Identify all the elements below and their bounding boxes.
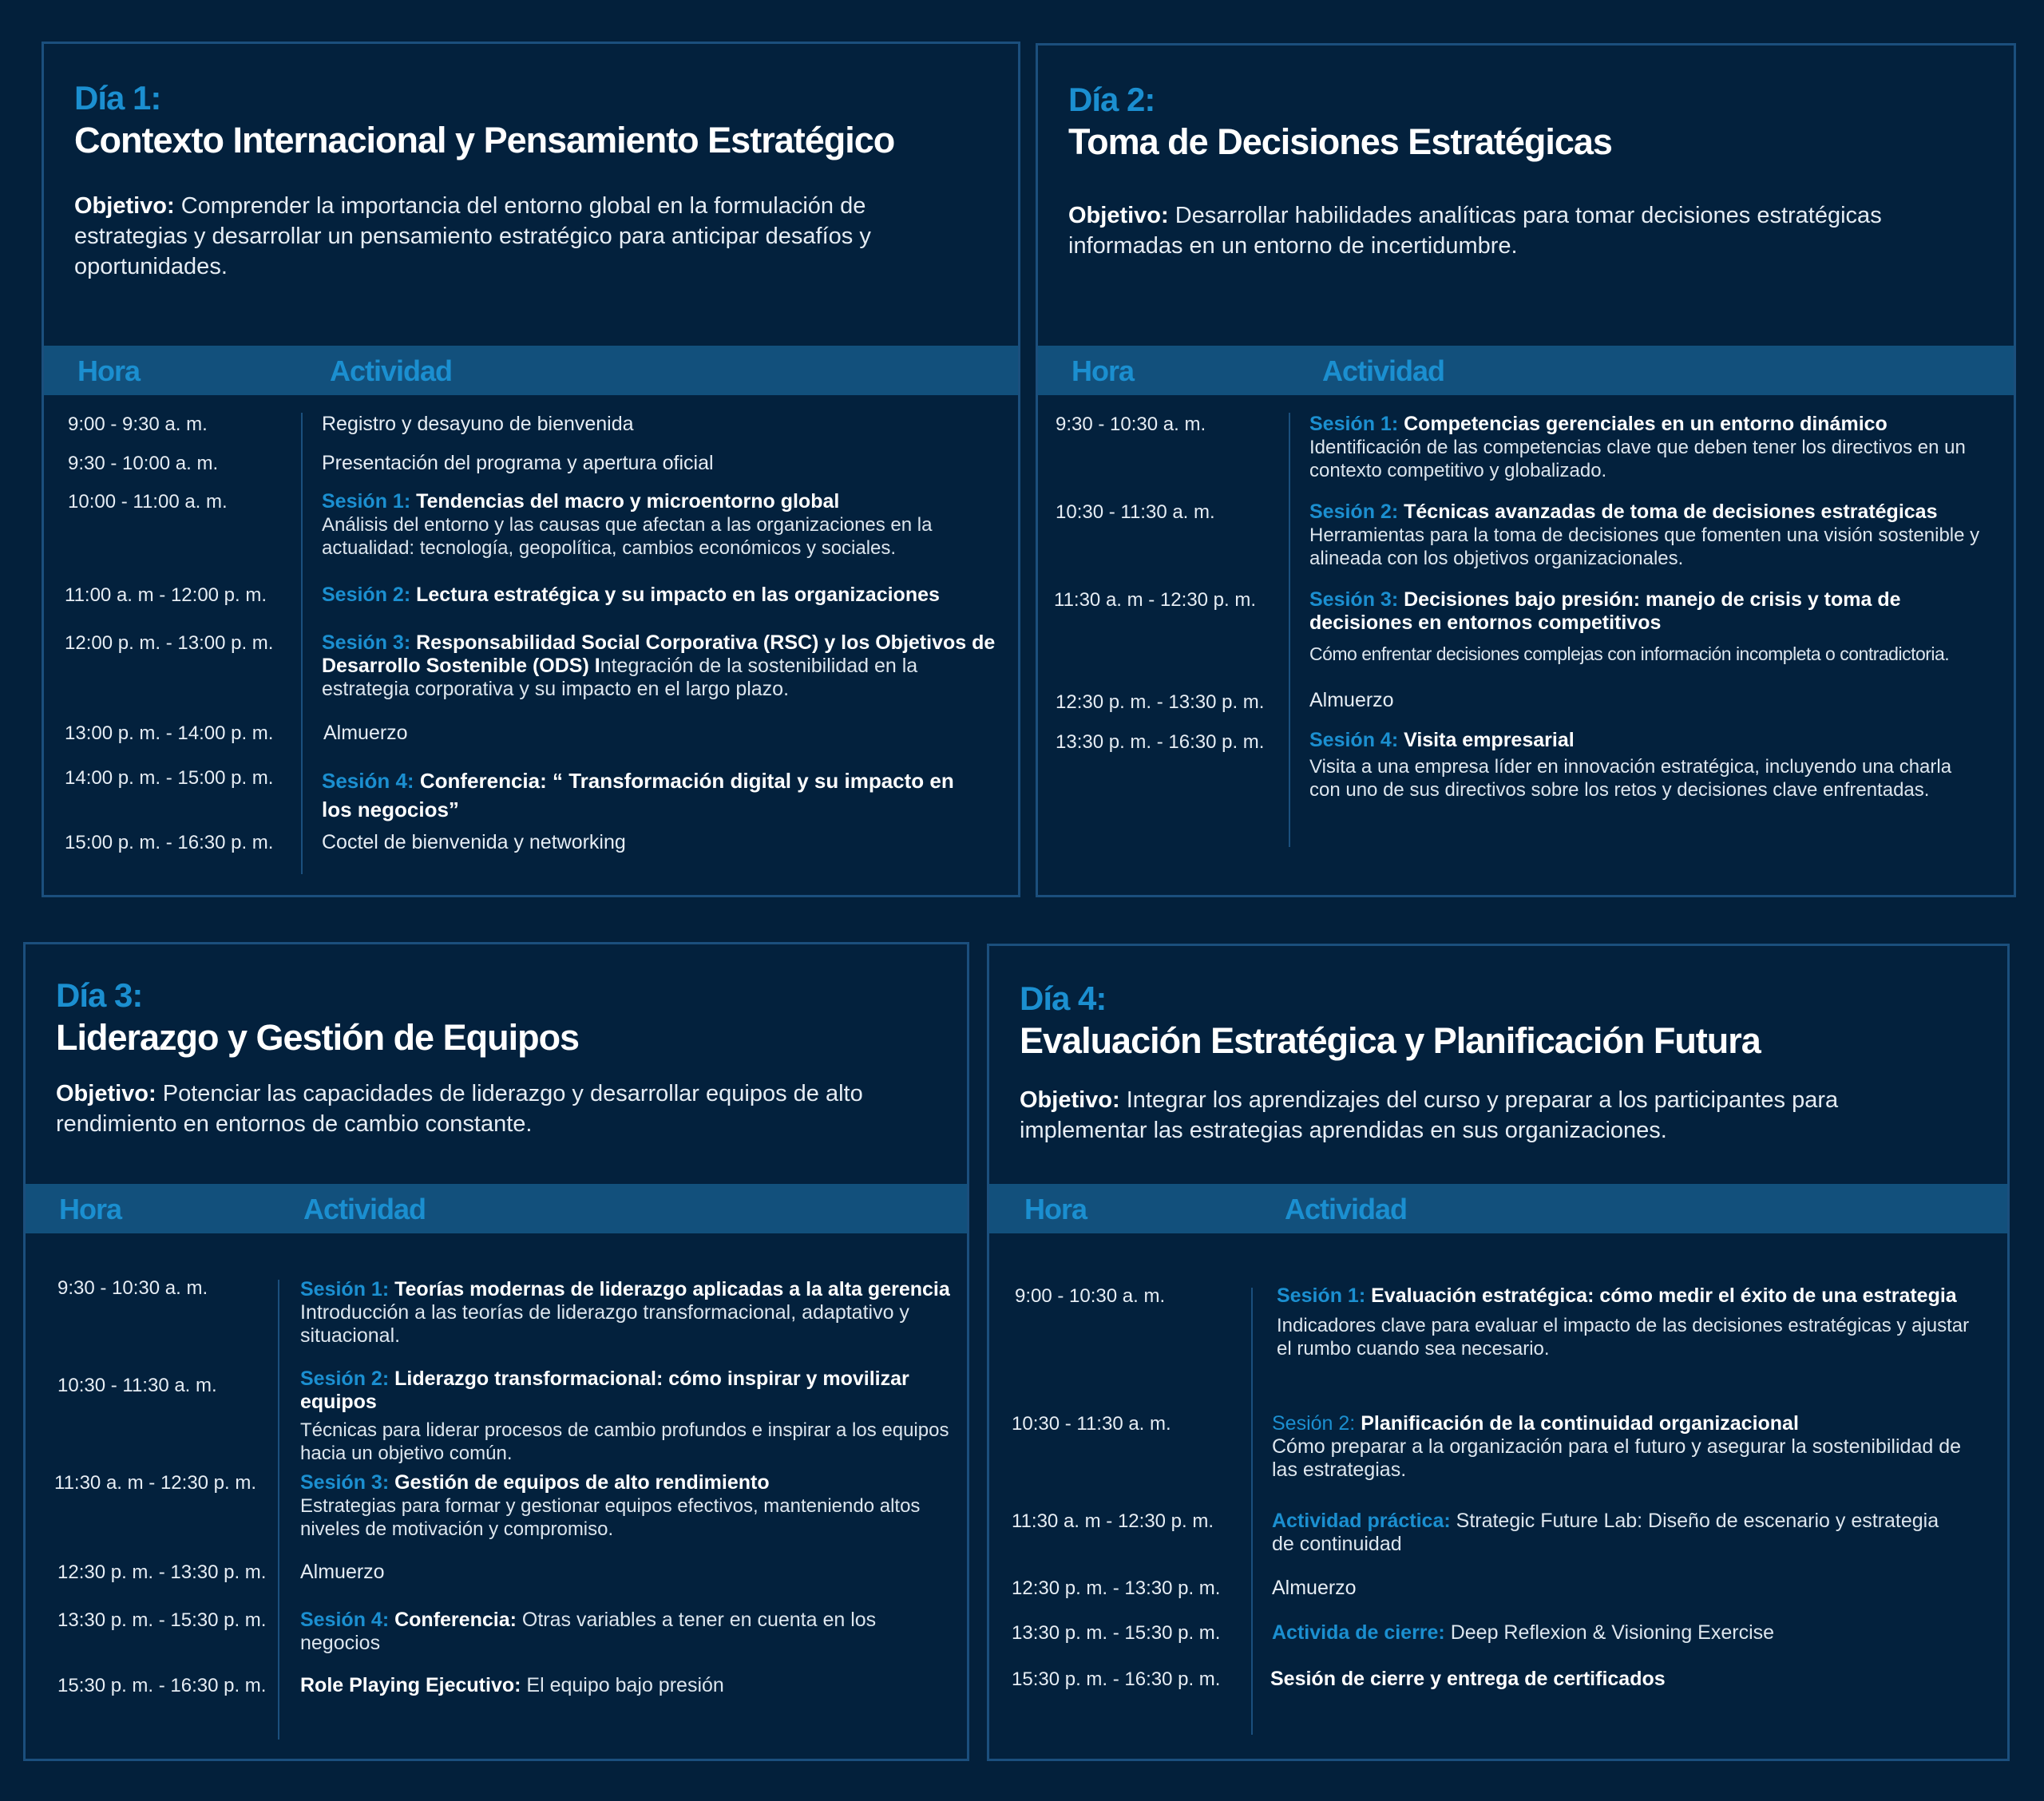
session-description: Indicadores clave para evaluar el impacto de las decisiones estratégicas y ajustar el rumbo cuando sea necesario. (1277, 1315, 1970, 1360)
day-objective (56, 1079, 918, 1139)
row-time: 9:30 - 10:30 a. m. (1056, 414, 1206, 435)
row-activity (300, 1278, 955, 1348)
row-time: 9:00 - 9:30 a. m. (68, 414, 208, 435)
day-1-card (42, 42, 1020, 897)
day-title: Contexto Internacional y Pensamiento Estratégico (74, 120, 895, 160)
row-activity (300, 1561, 955, 1584)
column-header-actividad: Actividad (1285, 1193, 1408, 1225)
session-label: Sesión 4: (322, 769, 414, 793)
session-label: Sesión 2: (1309, 501, 1399, 523)
column-header-actividad: Actividad (303, 1193, 426, 1225)
schedule-table-header (44, 346, 1018, 395)
row-time: 15:00 p. m. - 16:30 p. m. (65, 832, 274, 853)
row-time: 10:00 - 11:00 a. m. (68, 491, 228, 513)
row-activity (322, 631, 1000, 701)
objective-text: Comprender la importancia del entorno global en la formulación de estrategias y desarrollar un pensamiento estratégico para anticipar desafíos y oportunidades. (74, 193, 871, 279)
session-title: Role Playing Ejecutivo: (300, 1674, 521, 1696)
session-label: Sesión 3: (1309, 588, 1399, 611)
row-activity (322, 452, 984, 475)
day-label: Día 3: (56, 976, 143, 1014)
objective-label: Objetivo: (56, 1081, 156, 1106)
column-header-actividad: Actividad (330, 354, 453, 387)
row-time: 11:30 a. m - 12:30 p. m. (54, 1472, 257, 1494)
activity-text: Almuerzo (1272, 1577, 1357, 1599)
activity-text: Almuerzo (300, 1561, 385, 1583)
day-4-header (1020, 978, 1975, 1146)
row-activity (1270, 1668, 1957, 1691)
row-time: 15:30 p. m. - 16:30 p. m. (1012, 1668, 1221, 1690)
session-label: Sesión 4: (300, 1609, 390, 1631)
objective-label: Objetivo: (74, 193, 175, 219)
session-description: Introducción a las teorías de liderazgo transformacional, adaptativo y situacional. (300, 1301, 909, 1347)
session-title: Conferencia: (394, 1609, 517, 1631)
session-label: Actividad práctica: (1272, 1510, 1451, 1532)
activity-text: Coctel de bienvenida y networking (322, 831, 626, 853)
row-time: 11:30 a. m - 12:30 p. m. (1012, 1510, 1214, 1532)
objective-text: Desarrollar habilidades analíticas para tomar decisiones estratégicas informadas en un entorno de incertidumbre. (1068, 203, 1882, 259)
activity-text: Almuerzo (1309, 689, 1394, 711)
row-activity (1272, 1577, 1959, 1600)
row-activity (322, 584, 1000, 607)
session-label: Sesión 1: (300, 1278, 390, 1300)
session-title: Gestión de equipos de alto rendimiento (394, 1471, 770, 1494)
row-time: 9:30 - 10:00 a. m. (68, 453, 219, 474)
session-label: Activida de cierre: (1272, 1621, 1445, 1644)
row-activity (322, 413, 984, 436)
row-activity (1272, 1621, 1959, 1645)
row-time: 12:30 p. m. - 13:30 p. m. (1056, 691, 1265, 713)
row-activity (1272, 1412, 1991, 1482)
schedule-table-header (26, 1184, 967, 1233)
row-activity (300, 1674, 955, 1697)
column-header-hora: Hora (59, 1193, 122, 1225)
session-title: Decisiones bajo presión: manejo de crisis y toma de decisiones en entornos competitivos (1309, 588, 1901, 634)
row-activity (1309, 501, 2004, 570)
day-label: Día 2: (1068, 81, 1155, 118)
row-activity (322, 490, 1000, 560)
session-description: Técnicas para liderar procesos de cambio profundos e inspirar a los equipos hacia un objetivo común. (300, 1419, 949, 1464)
session-description: El equipo bajo presión (526, 1674, 724, 1696)
session-description: Visita a una empresa líder en innovación estratégica, incluyendo una charla con uno de sus directivos sobre los retos y decisiones clave enfrentadas. (1309, 756, 1952, 801)
session-title: Tendencias del macro y microentorno global (416, 490, 840, 513)
row-time: 10:30 - 11:30 a. m. (1056, 501, 1215, 523)
row-time: 12:30 p. m. - 13:30 p. m. (1012, 1577, 1221, 1599)
row-activity (1272, 1510, 1959, 1556)
session-description: Strategic Future Lab: Diseño de escenario y estrategia de continuidad (1272, 1510, 1939, 1555)
row-time: 12:00 p. m. - 13:00 p. m. (65, 632, 274, 654)
objective-text: Integrar los aprendizajes del curso y preparar a los participantes para implementar las estrategias aprendidas en sus organizaciones. (1020, 1087, 1839, 1143)
row-activity (1309, 689, 2004, 712)
day-title: Toma de Decisiones Estratégicas (1068, 121, 1612, 162)
row-time: 9:30 - 10:30 a. m. (57, 1277, 208, 1299)
session-title: Lectura estratégica y su impacto en las organizaciones (416, 584, 940, 606)
day-objective (1068, 200, 1891, 261)
session-title: Planificación de la continuidad organizacional (1361, 1412, 1799, 1435)
session-title: Evaluación estratégica: cómo medir el éxito de una estrategia (1371, 1284, 1957, 1307)
column-divider (301, 413, 303, 874)
column-header-hora: Hora (1072, 354, 1135, 387)
activity-text: Presentación del programa y apertura oficial (322, 452, 714, 474)
row-activity (1309, 588, 2004, 666)
session-title: Sesión de cierre y entrega de certificados (1270, 1668, 1666, 1690)
row-time: 9:00 - 10:30 a. m. (1015, 1285, 1166, 1307)
session-label: Sesión 2: (1272, 1412, 1356, 1435)
column-header-actividad: Actividad (1322, 354, 1445, 387)
session-title: Responsabilidad Social Corporativa (RSC) y los Objetivos de Desarrollo Sostenible (ODS) I (322, 631, 996, 677)
session-description: Deep Reflexion & Visioning Exercise (1450, 1621, 1775, 1644)
session-label: Sesión 3: (322, 631, 411, 654)
activity-text: Registro y desayuno de bienvenida (322, 413, 634, 435)
column-divider (1289, 413, 1290, 847)
row-time: 12:30 p. m. - 13:30 p. m. (57, 1562, 267, 1583)
day-objective (1020, 1085, 1962, 1146)
day-1-header (74, 77, 986, 282)
row-time: 13:30 p. m. - 15:30 p. m. (1012, 1622, 1221, 1644)
day-2-header (1068, 79, 1982, 261)
day-3-header (56, 975, 935, 1139)
schedule-table-header (989, 1184, 2007, 1233)
session-label: Sesión 4: (1309, 729, 1399, 751)
day-3-card (23, 942, 969, 1761)
session-label: Sesión 1: (1277, 1284, 1366, 1307)
column-divider (1251, 1288, 1253, 1735)
objective-label: Objetivo: (1068, 203, 1169, 228)
column-divider (278, 1280, 279, 1740)
row-time: 10:30 - 11:30 a. m. (57, 1375, 217, 1396)
objective-text: Potenciar las capacidades de liderazgo y desarrollar equipos de alto rendimiento en entornos de cambio constante. (56, 1081, 863, 1137)
session-description: ntegración de la sostenibilidad en la estrategia corporativa y su impacto en el largo plazo. (322, 655, 918, 700)
row-activity (300, 1368, 955, 1465)
row-time: 15:30 p. m. - 16:30 p. m. (57, 1675, 267, 1696)
row-activity (1277, 1284, 1979, 1360)
session-description: Cómo preparar a la organización para el futuro y asegurar la sostenibilidad de las estrategias. (1272, 1435, 1962, 1481)
session-label: Sesión 1: (322, 490, 411, 513)
session-description: Herramientas para la toma de decisiones que fomenten una visión sostenible y alineada con los objetivos organizacionales. (1309, 524, 1980, 569)
row-activity (322, 831, 984, 854)
session-label: Sesión 2: (300, 1368, 390, 1390)
row-activity (1309, 729, 1964, 802)
column-header-hora: Hora (77, 354, 141, 387)
session-description: Cómo enfrentar decisiones complejas con información incompleta o contradictoria. (1309, 643, 1950, 664)
objective-label: Objetivo: (1020, 1087, 1120, 1113)
session-description: Estrategias para formar y gestionar equipos efectivos, manteniendo altos niveles de motivación y compromiso. (300, 1495, 921, 1540)
session-title: Teorías modernas de liderazgo aplicadas a la alta gerencia (394, 1278, 950, 1300)
row-activity (300, 1471, 955, 1541)
row-activity (1309, 413, 2004, 482)
session-description: Identificación de las competencias clave que deben tener los directivos en un contexto competitivo y globalizado. (1309, 437, 1966, 481)
day-4-card (987, 944, 2010, 1761)
session-label: Sesión 1: (1309, 413, 1399, 435)
session-title: Competencias gerenciales en un entorno dinámico (1404, 413, 1888, 435)
session-title: Técnicas avanzadas de toma de decisiones estratégicas (1404, 501, 1938, 523)
session-title: Visita empresarial (1404, 729, 1575, 751)
day-2-card (1036, 43, 2016, 897)
day-title: Liderazgo y Gestión de Equipos (56, 1017, 580, 1058)
row-time: 13:00 p. m. - 14:00 p. m. (65, 722, 274, 744)
day-label: Día 4: (1020, 980, 1107, 1017)
row-time: 11:00 a. m - 12:00 p. m. (65, 584, 267, 606)
row-time: 10:30 - 11:30 a. m. (1012, 1413, 1171, 1435)
row-activity (323, 722, 986, 745)
row-activity (322, 766, 976, 824)
session-label: Sesión 3: (300, 1471, 390, 1494)
session-label: Sesión 2: (322, 584, 411, 606)
row-time: 13:30 p. m. - 16:30 p. m. (1056, 731, 1265, 753)
row-time: 14:00 p. m. - 15:00 p. m. (65, 767, 274, 789)
session-title: Liderazgo transformacional: cómo inspirar y movilizar equipos (300, 1368, 909, 1413)
column-header-hora: Hora (1024, 1193, 1087, 1225)
session-description: Análisis del entorno y las causas que afectan a las organizaciones en la actualidad: tecnología, geopolítica, cambios económicos y sociales. (322, 514, 933, 559)
schedule-table-header (1038, 346, 2014, 395)
day-title: Evaluación Estratégica y Planificación Futura (1020, 1020, 1761, 1061)
day-objective (74, 191, 937, 282)
session-description: Otras variables a tener en cuenta en los negocios (300, 1609, 877, 1654)
row-time: 11:30 a. m - 12:30 p. m. (1054, 589, 1257, 611)
row-time: 13:30 p. m. - 15:30 p. m. (57, 1609, 267, 1631)
session-title: Conferencia: “ Transformación digital y su impacto en los negocios” (322, 769, 954, 821)
row-activity (300, 1609, 955, 1655)
day-label: Día 1: (74, 79, 161, 117)
activity-text: Almuerzo (323, 722, 408, 744)
